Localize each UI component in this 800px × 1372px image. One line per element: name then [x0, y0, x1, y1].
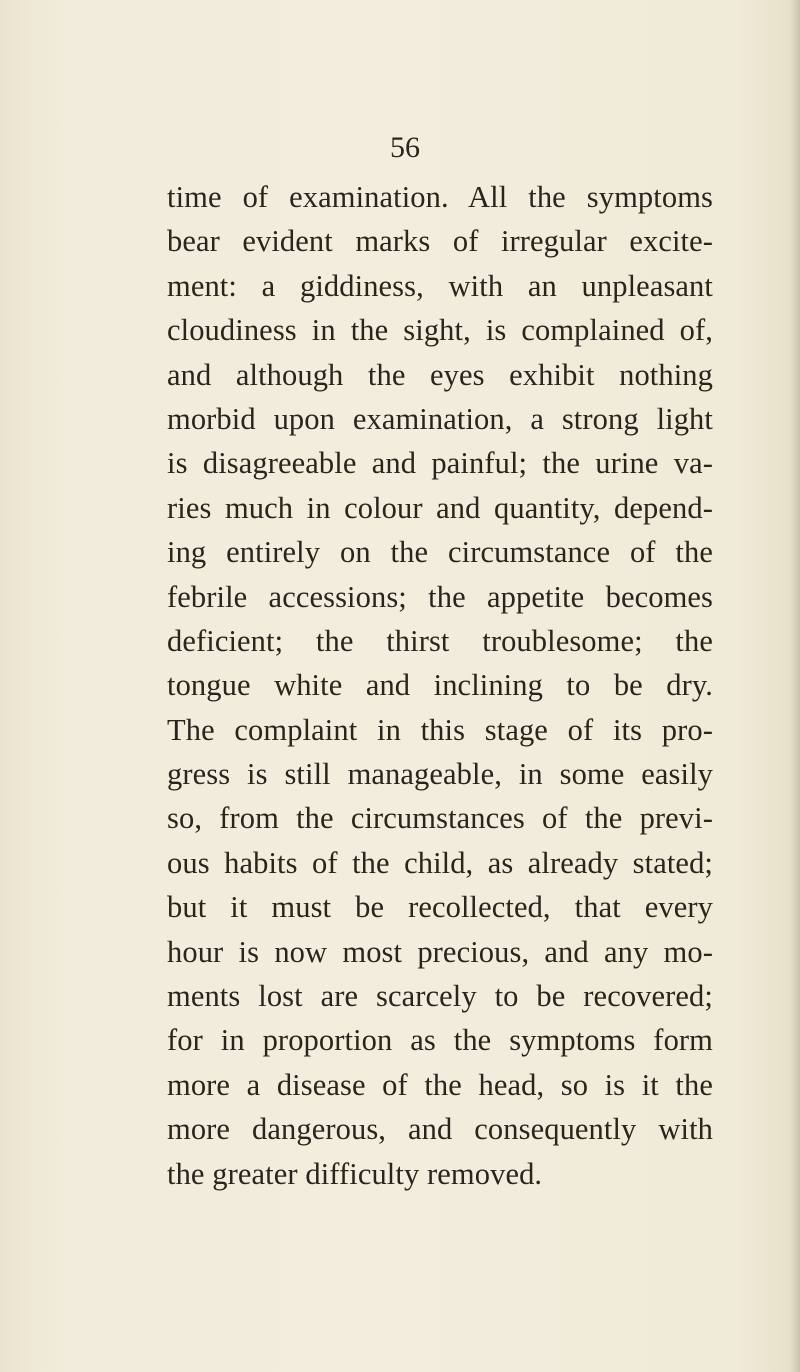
- text-line: more a disease of the head, so is it the: [167, 1067, 713, 1102]
- text-line: bear evident marks of irregular excite-: [167, 224, 713, 259]
- text-line: more dangerous, and consequently with: [167, 1112, 713, 1147]
- text-line: and although the eyes exhibit nothing: [167, 357, 713, 392]
- text-line: but it must be recollected, that every: [167, 890, 713, 925]
- text-line: ments lost are scarcely to be recovered;: [167, 979, 713, 1014]
- text-line: cloudiness in the sight, is complained of,: [167, 313, 713, 348]
- page-edge-shadow: [790, 0, 800, 1372]
- text-line: tongue white and inclining to be dry.: [167, 668, 713, 703]
- text-line: gress is still manageable, in some easily: [167, 757, 713, 792]
- text-line: for in proportion as the symptoms form: [167, 1023, 713, 1058]
- text-line: time of examination. All the symptoms: [167, 180, 713, 214]
- text-line: morbid upon examination, a strong light: [167, 401, 713, 436]
- text-line: ment: a giddiness, with an unpleasant: [167, 268, 713, 303]
- text-line: is disagreeable and painful; the urine va-: [167, 446, 713, 481]
- page-number: 56: [390, 131, 420, 164]
- text-line: ries much in colour and quantity, depend-: [167, 490, 713, 525]
- text-line: hour is now most precious, and any mo-: [167, 934, 713, 969]
- text-line: febrile accessions; the appetite becomes: [167, 579, 713, 614]
- body-text: [167, 175, 713, 1196]
- text-line: ous habits of the child, as already stated;: [167, 845, 713, 880]
- text-line: ing entirely on the circumstance of the: [167, 535, 713, 570]
- text-line: the greater difficulty removed.: [167, 1156, 543, 1191]
- text-line: The complaint in this stage of its pro-: [167, 712, 713, 747]
- text-line: so, from the circumstances of the previ-: [167, 801, 713, 836]
- text-line: deficient; the thirst troublesome; the: [167, 623, 713, 658]
